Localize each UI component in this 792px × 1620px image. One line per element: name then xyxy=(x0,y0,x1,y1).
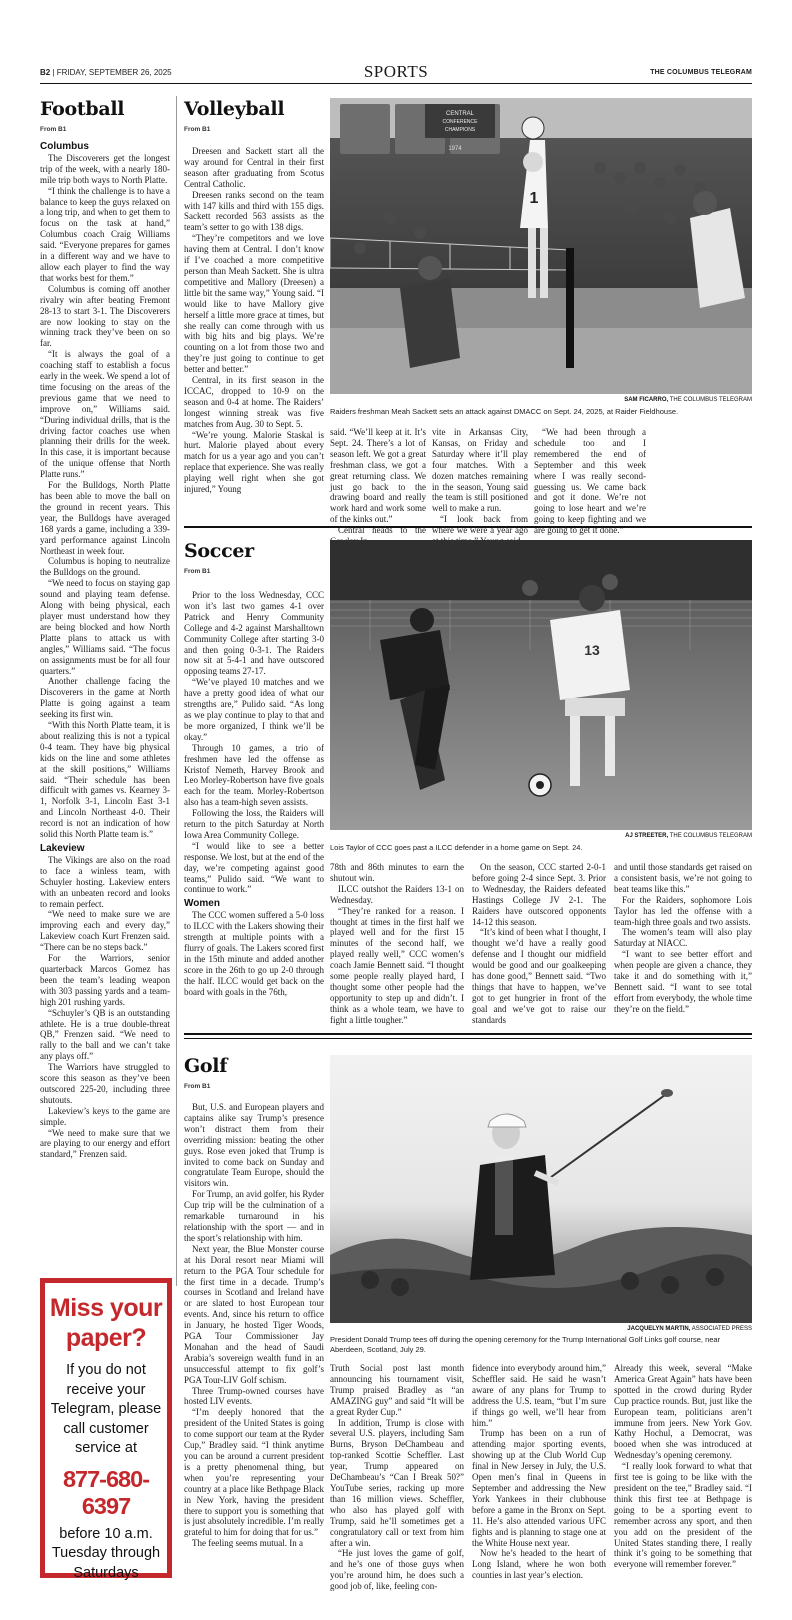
soccer-story-col3 xyxy=(472,862,606,1026)
volleyball-story-col3 xyxy=(432,427,528,547)
volleyball-para: vite in Arkansas City, Kansas, on Friday and Saturday where it’ll play four matches. With a dozen matches remaining in the season, Young said the team is still positioned well to make a run. xyxy=(432,427,528,514)
credit-org: ASSOCIATED PRESS xyxy=(691,1326,752,1332)
paper-name: THE COLUMBUS TELEGRAM xyxy=(650,69,752,76)
soccer-para: Prior to the loss Wednesday, CCC won it’s last two games 4-1 over Patrick and Henry Community College and 4-2 against Marshalltown Community College after starting 3-0 and then going 0-3-1. The Raiders now sit at 5-4-1 and have outscored opposing teams 27-17. xyxy=(184,590,324,677)
soccer-photo-credit xyxy=(330,833,752,839)
soccer-para: “We’ve played 10 matches and we have a pretty good idea of what our strengths are,” Pulido said. “As long as we play continue to play to that and be more organized, I think we’ll be okay.” xyxy=(184,677,324,742)
volleyball-para: Dreesen ranks second on the team with 147 kills and third with 155 digs. Sackett recorded 563 assists as the team’s setter to go with 138 digs. xyxy=(184,189,324,233)
soccer-story-col1 xyxy=(184,590,324,998)
golf-para: Trump has been on a run of attending major sporting events, showing up at the Club World Cup final in New Jersey in July, the U.S. Open men’s final in Queens in September and addressing the New York Yankees in their clubhouse before a game in the Bronx on Sept. 11. He’s also attended various UFC fights and is planning to stage one at the White House next year. xyxy=(472,1428,606,1548)
miss-your-paper-ad xyxy=(40,1278,172,1581)
credit-org: THE COLUMBUS TELEGRAM xyxy=(669,833,752,839)
football-sub-lakeview: Lakeview xyxy=(40,843,85,854)
volleyball-para: “We’re young. Malorie Staskal is hurt. Malorie played about every match for us a year ago and you can’t replace that experience. She was really playing well right when she got injured,” Young xyxy=(184,429,324,495)
football-para: “We need to focus on staying gap sound and playing team defense. Along with being physical, each player must understand how they are being blocked and how North Platte plans to attack us with angles,” Williams said. “The focus on assignments must be for all four quarters.” xyxy=(40,578,170,676)
column-divider xyxy=(176,96,177,1286)
football-para: The Warriors have struggled to score this season as they’ve been outscored 225-20, including three shutouts. xyxy=(40,1062,170,1105)
soccer-para: The women’s team will also play Saturday at NIACC. xyxy=(614,927,752,949)
soccer-para: 78th and 86th minutes to earn the shutout win. xyxy=(330,862,464,883)
credit-org: THE COLUMBUS TELEGRAM xyxy=(669,397,752,403)
soccer-para: Through 10 games, a trio of freshmen have led the offense as Kristof Nemeth, Harvey Brook and Leo Morley-Robertson have five goals each for the team. Morley-Robertson also has a team-high seven assists. xyxy=(184,742,324,808)
credit-name: JACQUELYN MARTIN, xyxy=(627,1326,691,1332)
ad-headline: Miss your paper? xyxy=(49,1294,163,1352)
volleyball-story-col1 xyxy=(184,146,324,495)
golf-para: For Trump, an avid golfer, his Ryder Cup trip will be the culmination of a remarkable turnaround in his relationship with the sport — and in the sport’s relationship with him. xyxy=(184,1189,324,1243)
football-para: Columbus is hoping to neutralize the Bulldogs on the ground. xyxy=(40,556,170,578)
golf-photo-credit xyxy=(330,1326,752,1332)
volleyball-para: Dreesen and Sackett start all the way around for Central in their first season after graduating from Scotus Central Catholic. xyxy=(184,146,324,189)
football-para: The Vikings are also on the road to face a winless team, with Schuyler hosting. Lakeview enters with an unbeaten record and looks to remain perfect. xyxy=(40,854,170,909)
ad-body: If you do not receive your Telegram, please call customer service at xyxy=(50,1362,162,1456)
soccer-photo xyxy=(330,540,752,830)
volleyball-para: “I look back from where we were a year ago xyxy=(432,514,528,536)
soccer-from: From B1 xyxy=(184,568,211,575)
banner-text: CHAMPIONS xyxy=(444,127,476,133)
golf-para: But, U.S. and European players and captains alike say Trump’s presence won’t distract them from their overriding mission: beating the other guys. Rose even joked that Trump is invited to come back on Sunday and congratulate Team Europe, should the visitors win. xyxy=(184,1102,324,1189)
soccer-story-col2 xyxy=(330,862,464,1026)
soccer-para: On the season, CCC started 2-0-1 before going 2-4 since Sept. 3. Prior to Wednesday, the Raiders defeated Hastings College JV 2-1. The Raiders have outscored opponents 14-12 this season. xyxy=(472,862,606,927)
volleyball-para: said. “We’ll keep at it. It’s Sept. 24. There’s a lot of season left. We got a great freshman class, we got a great returning class. We just go back to the drawing board and really work hard and work some of the kinks out.” xyxy=(330,427,426,525)
section-rule xyxy=(184,1038,752,1039)
soccer-para: “I would like to see a better response. We lost, but at the end of the day, we’re competing against good teams,” Pulido said. “We want to continue to work.” xyxy=(184,840,324,895)
soccer-para: ILCC outshot the Raiders 13-1 on Wednesday. xyxy=(330,883,464,905)
soccer-para: “I want to see better effort and when people are given a chance, they take it and do something with it,” Bennett said. “I want to see total effort from everybody, the whole time they’re on the field.” xyxy=(614,949,752,1014)
golf-para: The feeling seems mutual. In a xyxy=(192,1538,303,1549)
soccer-para: Following the loss, the Raiders will return to the pitch Saturday at North Iowa Area Community College. xyxy=(184,808,324,840)
volleyball-photo-art xyxy=(330,98,752,394)
golf-para: Now he’s headed to the heart of Long Island, where he won both counties in last year’s election. xyxy=(472,1548,606,1581)
soccer-para: “They’re ranked for a reason. I thought at times in the first half we played well and for the first 15 minutes of the second half, we played really well,” CCC women’s coach Jamie Bennett said. “I thought some people really played hard, I thought some other people had the opportunity to step up and didn’t. I think as a whole team, we have to fight a little tougher.” xyxy=(330,905,464,1025)
section-rule xyxy=(184,1033,752,1035)
header-rule xyxy=(40,83,752,84)
golf-photo xyxy=(330,1055,752,1323)
soccer-para: For the Raiders, sophomore Lois Taylor has led the offense with a team-high three goals and two assists. xyxy=(614,894,752,927)
football-para: “With this North Platte team, it is about realizing this is not a typical 0-4 team. They have big physical kids on the line and some athletes at the skill positions,” Williams said. “Their schedule has been difficult with games vs. Kearney 3-1, Norfolk 3-1, Lincoln East 3-1 and Lincoln Northeast 4-0. Their record is not an indication of how solid this North Platte team is.” xyxy=(40,720,170,840)
ad-phone: 877-680-6397 xyxy=(62,1465,150,1519)
golf-para: “He just loves the game of golf, and he’s one of those guys when you’re around him, he does such a good job of, like, feeling con- xyxy=(330,1548,464,1592)
golf-para: Already this week, several “Make America Great Again” hats have been spotted in the crowd during Ryder Cup practice rounds. But, just like the European team, politicians aren’t immune from jeers. New York Gov. Kathy Hochul, a Democrat, was booed when she was introduced at Wednesday’s opening ceremony. xyxy=(614,1363,752,1461)
golf-para: fidence into everybody around him,” Scheffler said. He said he wasn’t aware of any plans for Trump to address the U.S. team, “but I’m sure if things go well, we’ll hear from him.” xyxy=(472,1363,606,1428)
football-heading: Football xyxy=(40,98,125,120)
soccer-para: “It’s kind of been what I thought, I thought we’d have a really good defense and I thought our midfield would be good and our goalkeeping has done good,” Bennett said. “Two things that have to happen, we’ve got to get hungrier in front of the goal and we’ve got to raise our standards xyxy=(472,927,606,1025)
soccer-sub-women: Women xyxy=(184,898,220,910)
golf-para: In addition, Trump is close with several U.S. players, including Sam Burns, Bryson DeChambeau and top-ranked Scottie Scheffler. Last year, Trump appeared on DeChambeau’s “Can I Break 50?” YouTube series, racking up more than 16 million views. Scheffler, who also has played golf with Trump, said he’ll sometimes get a congratulatory call or text from him after a win. xyxy=(330,1417,464,1548)
golf-story-col4 xyxy=(614,1363,752,1570)
banner-year: 1974 xyxy=(448,146,462,152)
volleyball-para: “We had been through a schedule too and I remembered the end of September and this week where I was really second-guessing us. We came back and got it done. We’re not going to lose heart and we’re going to keep fighting and we are going to get it done.” xyxy=(534,427,646,536)
soccer-story-col4 xyxy=(614,862,752,1015)
page-folio: B2 | FRIDAY, SEPTEMBER 26, 2025 xyxy=(40,68,172,77)
football-para: “I think the challenge is to have a balance to keep the guys relaxed on a long trip, and when to get them to focus on the task at hand,” Columbus coach Craig Williams said. “Everyone prepares for games in a different way and we have to allow each player to find the way that works best for them.” xyxy=(40,185,170,283)
golf-para: “I really look forward to what that first tee is going to be like with the president on the tee,” Bradley said. “I think this first tee at Bethpage is going to be a sporting event to remember across any sport, and then you add on the president of the United States standing there, I really think it’s going to be something that everyone will remember forever.” xyxy=(614,1461,752,1570)
golf-para: Truth Social post last month announcing his tournament visit, Trump praised Bradley as “an AMAZING guy” and said “It will be a great Ryder Cup.” xyxy=(330,1363,464,1417)
golf-heading: Golf xyxy=(184,1055,228,1077)
football-para: “It is always the goal of a coaching staff to establish a focus early in the week. We spend a lot of time focusing on the areas of the previous game that we need to improve on,” Williams said. “During individual drills, that is the driving factor coaches use when planning their drills for the week. In this case, it is important because of the unique offense that North Platte runs.” xyxy=(40,349,170,480)
soccer-heading: Soccer xyxy=(184,540,254,562)
golf-story-col1 xyxy=(184,1102,324,1549)
soccer-para: and until those standards get raised on a consistent basis, we’re not going to beat teams like this.” xyxy=(614,862,752,894)
golf-story-col3 xyxy=(472,1363,606,1581)
volleyball-para: Central heads to the xyxy=(338,525,426,536)
volleyball-photo-caption: Raiders freshman Meah Sackett sets an attack against DMACC on Sept. 24, 2025, at Raider Fieldhouse. xyxy=(330,407,679,416)
volleyball-heading: Volleyball xyxy=(184,98,285,120)
volleyball-photo-credit xyxy=(330,397,752,403)
golf-from: From B1 xyxy=(184,1083,211,1090)
football-para: Another challenge facing the Discoverers in the game at North Platte is going against a team seeking its first win. xyxy=(40,676,170,720)
page-number: B2 xyxy=(40,68,51,77)
volleyball-from: From B1 xyxy=(184,126,211,133)
football-para: For the Bulldogs, North Platte has been able to move the ball on the ground in recent years. This year, the Bulldogs have averaged 168 yards a game, including a 339-yard performance against Lincoln Northeast in week four. xyxy=(40,480,170,556)
banner-text: CONFERENCE xyxy=(442,119,478,125)
jersey-number: 13 xyxy=(584,642,600,658)
football-sub-columbus: Columbus xyxy=(40,141,89,152)
football-para: “We need to make sure that we are playing to our energy and effort standard,” Frenzen said. xyxy=(40,1127,170,1160)
football-para: “Schuyler’s QB is an outstanding athlete. He is a true double-threat QB,” Frenzen said. “We need to rally to the ball and we can’t take any plays off.” xyxy=(40,1007,170,1062)
volleyball-para: “They’re competitors and we love having them at Central. I don’t know if I’ve coached a more competitive person than Meah Sackett. She is ultra competitive and Mallory (Dreesen) a little bit the same way,” Young said. “I would like to have Mallory give herself a little more grace at times, but she really can come through with us with big hits and big plays. We’re counting on a lot from those two and they’re just going to continue to get better and better.” xyxy=(184,233,324,375)
page-date: FRIDAY, SEPTEMBER 26, 2025 xyxy=(56,68,172,77)
banner-text: CENTRAL xyxy=(445,111,475,117)
volleyball-para: Central, in its first season in the ICCAC, dropped to 10-9 on the season and 0-4 at home. The Raiders’ longest winning streak was five matches from Aug. 30 to Sept. 5. xyxy=(184,375,324,429)
volleyball-story-col4 xyxy=(534,427,646,536)
credit-name: SAM FICARRO, xyxy=(624,397,669,403)
golf-para: “I’m deeply honored that the president of the United States is going to come support our team at the Ryder Cup,” Bradley said. “I think anytime you can be around a current president is a pretty phenomenal thing, but when you’re representing your country at a place like Bethpage Black in New York, having the president there to support you is something that is just absolutely incredible. I’m really grateful to him for doing that for us.” xyxy=(184,1407,324,1538)
football-para: The Discoverers get the longest trip of the week, with a nearly 180-mile trip both ways to North Platte. xyxy=(40,152,170,185)
golf-para: Three Trump-owned courses have hosted LIV events. xyxy=(184,1385,324,1407)
volleyball-photo xyxy=(330,98,752,394)
credit-name: AJ STREETER, xyxy=(625,833,669,839)
football-para: For the Warriors, senior quarterback Marcos Gomez has been the team’s leading weapon with 303 passing yards and a team-high 201 rushing yards. xyxy=(40,953,170,1007)
volleyball-story-col2 xyxy=(330,427,426,547)
section-rule xyxy=(184,526,752,528)
football-para: Columbus is coming off another rivalry win after beating Fremont 28-13 to start 3-1. The Discoverers are now looking to stay on the winning track they’ve been on so far. xyxy=(40,283,170,349)
football-para: “We need to make sure we are improving each and every day,” Lakeview coach Kurt Frenzen said. “There can be no steps back.” xyxy=(40,909,170,953)
section-title: SPORTS xyxy=(363,62,429,81)
soccer-photo-art xyxy=(330,540,752,830)
golf-story-col2 xyxy=(330,1363,464,1592)
golf-para: Next year, the Blue Monster course at his Doral resort near Miami will return to the PGA Tour schedule for the first time in a decade. Trump’s courses in Scotland and Ireland have or are slated to host European tour events. And, since his return to office in January, he hosted Tiger Woods, PGA Tour Commissioner Jay Monahan and the head of Saudi Arabia’s sovereign wealth fund in an unsuccessful attempt to fix golf’s PGA Tour-LIV Golf schism. xyxy=(184,1243,324,1385)
golf-photo-caption: President Donald Trump tees off during the opening ceremony for the Trump International Golf Links golf course, near Aberdeen, Scotland, July 29. xyxy=(330,1335,721,1354)
golf-photo-art xyxy=(330,1055,752,1323)
football-para: Lakeview’s keys to the game are simple. xyxy=(40,1105,170,1127)
ad-footer: before 10 a.m. Tuesday through Saturdays xyxy=(51,1525,161,1581)
soccer-para: The CCC women suffered a 5-0 loss to ILCC with the Lakers showing their strength at multiple points with a flurry of goals. The Lakers scored first in the 15th minute and added another score in the 26th to go up 2-0 through the half. ILCC would get back on the board with goals in the 76th, xyxy=(184,910,324,997)
jersey-number: 1 xyxy=(529,190,539,207)
football-story xyxy=(40,140,170,1160)
football-from: From B1 xyxy=(40,126,67,133)
soccer-photo-caption: Lois Taylor of CCC goes past a ILCC defender in a home game on Sept. 24. xyxy=(330,843,583,852)
